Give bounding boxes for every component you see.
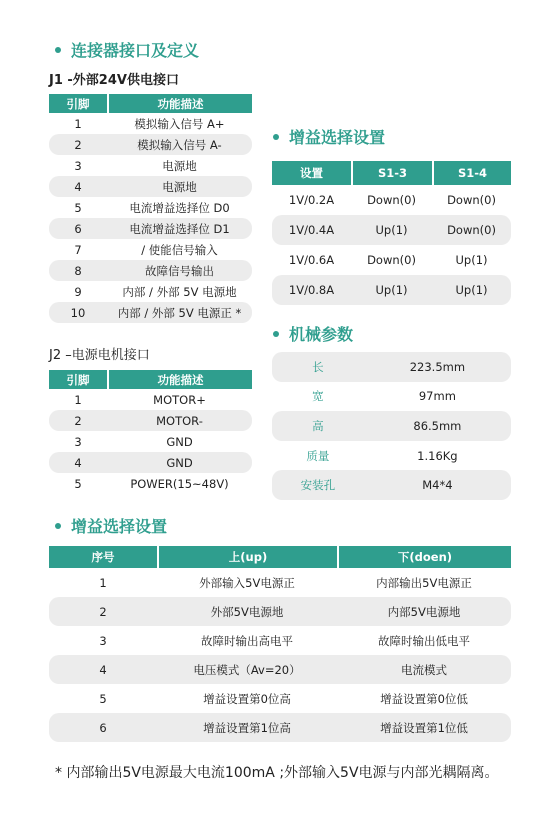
j2-cell: GND (166, 434, 193, 449)
j2-cell: 4 (49, 452, 107, 473)
j1-row (49, 302, 252, 323)
section-title-text: 连接器接口及定义 (71, 41, 200, 60)
j1-cell: 电流增益选择位 D0 (129, 200, 230, 215)
gain-row (272, 185, 511, 215)
j1-row (49, 155, 252, 176)
mech-cell: 223.5mm (364, 352, 511, 382)
bullet-icon (273, 134, 279, 140)
gain2-row (49, 684, 511, 713)
gain-cell: Down(0) (367, 253, 416, 267)
mech-row (272, 470, 511, 500)
gain-row (272, 245, 511, 275)
j1-cell: 内部 / 外部 5V 电源地 (122, 284, 237, 299)
gain-header-s13: S1-3 (351, 161, 432, 185)
j1-cell: 模拟输入信号 A+ (134, 116, 225, 131)
gain2-cell: 增益设置第0位低 (380, 691, 468, 706)
j1-title: J1 -外部24V供电接口 (49, 73, 179, 88)
j1-cell: 5 (74, 200, 82, 215)
j1-cell: 7 (74, 242, 82, 257)
gain-cell: 1V/0.4A (272, 215, 351, 245)
gain-row (272, 215, 511, 245)
j1-header-desc: 功能描述 (107, 94, 252, 113)
j2-row (49, 389, 252, 410)
gain2-cell: 故障时输出高电平 (201, 633, 293, 648)
j1-table (49, 94, 252, 323)
gain2-row (49, 655, 511, 684)
gain-cell: Up(1) (351, 275, 432, 305)
j1-header-pin: 引脚 (49, 94, 107, 113)
gain-header-setting: 设置 (272, 161, 351, 185)
gain2-cell: 外部输入5V电源正 (199, 575, 295, 590)
gain2-cell: 内部输出5V电源正 (376, 575, 472, 590)
mech-row (272, 352, 511, 382)
gain2-cell: 2 (49, 597, 157, 626)
j1-row (49, 176, 252, 197)
j1-cell: 内部 / 外部 5V 电源正 * (107, 302, 252, 323)
gain-cell: 1V/0.2A (288, 193, 335, 207)
gain2-cell: 3 (99, 633, 107, 648)
j1-cell: 故障信号输出 (107, 260, 252, 281)
gain2-cell: 故障时输出低电平 (378, 633, 470, 648)
j1-cell: 1 (74, 116, 82, 131)
gain2-cell: 6 (49, 713, 157, 742)
j1-row (49, 134, 252, 155)
bullet-icon (273, 331, 279, 337)
gain2-cell: 电压模式（Av=20） (157, 655, 337, 684)
j1-row (49, 239, 252, 260)
gain-header-s14: S1-4 (432, 161, 511, 185)
gain-cell: Down(0) (432, 215, 511, 245)
mech-table (272, 352, 511, 500)
mech-cell: 质量 (306, 448, 330, 463)
j1-cell: 8 (49, 260, 107, 281)
j2-table (49, 370, 252, 494)
mech-cell: M4*4 (364, 470, 511, 500)
section-title-text: 机械参数 (289, 325, 354, 344)
j2-header-pin: 引脚 (49, 370, 107, 389)
j2-cell: 5 (74, 476, 82, 491)
gain-cell: 1V/0.8A (272, 275, 351, 305)
mech-row (272, 382, 511, 412)
gain-cell: Down(0) (447, 193, 496, 207)
gain2-row (49, 597, 511, 626)
j1-row (49, 113, 252, 134)
gain2-cell: 增益设置第0位高 (203, 691, 291, 706)
mech-cell: 安装孔 (272, 470, 364, 500)
j2-cell: GND (107, 452, 252, 473)
j1-cell: 6 (49, 218, 107, 239)
j2-title: J2 –电源电机接口 (49, 348, 150, 363)
j1-cell: 10 (49, 302, 107, 323)
gain2-cell: 内部5V电源地 (337, 597, 511, 626)
gain2-table (49, 546, 511, 742)
footnote: * 内部输出5V电源最大电流100mA ;外部输入5V电源与内部光耦隔离。 (55, 765, 499, 781)
gain-cell: Up(1) (432, 275, 511, 305)
j2-row (49, 410, 252, 431)
j2-row (49, 452, 252, 473)
section-title-gain2 (55, 514, 167, 537)
j2-header-desc: 功能描述 (107, 370, 252, 389)
section-title-gain (273, 125, 385, 148)
mech-row (272, 411, 511, 441)
j1-cell: 3 (74, 158, 82, 173)
mech-cell: 97mm (418, 389, 456, 404)
gain-cell: Down(0) (367, 193, 416, 207)
gain2-row (49, 713, 511, 742)
j2-row (49, 431, 252, 452)
gain2-cell: 外部5V电源地 (157, 597, 337, 626)
j2-cell: POWER(15~48V) (130, 476, 229, 491)
j2-cell: 1 (74, 392, 82, 407)
j2-cell: 3 (74, 434, 82, 449)
section-title-text: 增益选择设置 (289, 128, 386, 147)
j2-cell: MOTOR+ (153, 392, 206, 407)
j1-row (49, 260, 252, 281)
gain2-cell: 1 (99, 575, 107, 590)
gain2-cell: 增益设置第1位高 (157, 713, 337, 742)
j1-row (49, 281, 252, 302)
gain2-cell: 增益设置第1位低 (337, 713, 511, 742)
mech-cell: 高 (272, 411, 364, 441)
gain-cell: Up(1) (455, 253, 488, 267)
gain-row (272, 275, 511, 305)
gain2-header-up: 上(up) (157, 546, 337, 568)
gain-cell: Up(1) (351, 215, 432, 245)
section-title-text: 增益选择设置 (71, 517, 168, 536)
section-title-mech (273, 322, 353, 345)
gain-cell: 1V/0.6A (288, 253, 335, 267)
mech-cell: 1.16Kg (417, 448, 458, 463)
gain2-header-down: 下(doen) (337, 546, 511, 568)
gain2-row (49, 568, 511, 597)
j1-row (49, 218, 252, 239)
gain2-row (49, 626, 511, 655)
gain-table (272, 161, 511, 305)
gain2-cell: 5 (99, 691, 107, 706)
mech-cell: 长 (272, 352, 364, 382)
j1-cell: / 使能信号输入 (141, 242, 218, 257)
gain2-cell: 4 (49, 655, 157, 684)
j1-cell: 模拟输入信号 A- (107, 134, 252, 155)
j1-cell: 9 (74, 284, 82, 299)
bullet-icon (55, 47, 61, 53)
bullet-icon (55, 523, 61, 529)
j2-cell: 2 (49, 410, 107, 431)
section-title-connectors (55, 38, 199, 61)
gain2-cell: 电流模式 (337, 655, 511, 684)
mech-cell: 宽 (312, 389, 324, 404)
mech-row (272, 441, 511, 471)
mech-cell: 86.5mm (364, 411, 511, 441)
gain2-header-index: 序号 (49, 546, 157, 568)
j1-cell: 4 (49, 176, 107, 197)
j2-row (49, 473, 252, 494)
j1-row (49, 197, 252, 218)
j2-cell: MOTOR- (107, 410, 252, 431)
j1-cell: 电流增益选择位 D1 (107, 218, 252, 239)
j1-cell: 电源地 (107, 176, 252, 197)
j1-cell: 2 (49, 134, 107, 155)
j1-cell: 电源地 (162, 158, 197, 173)
